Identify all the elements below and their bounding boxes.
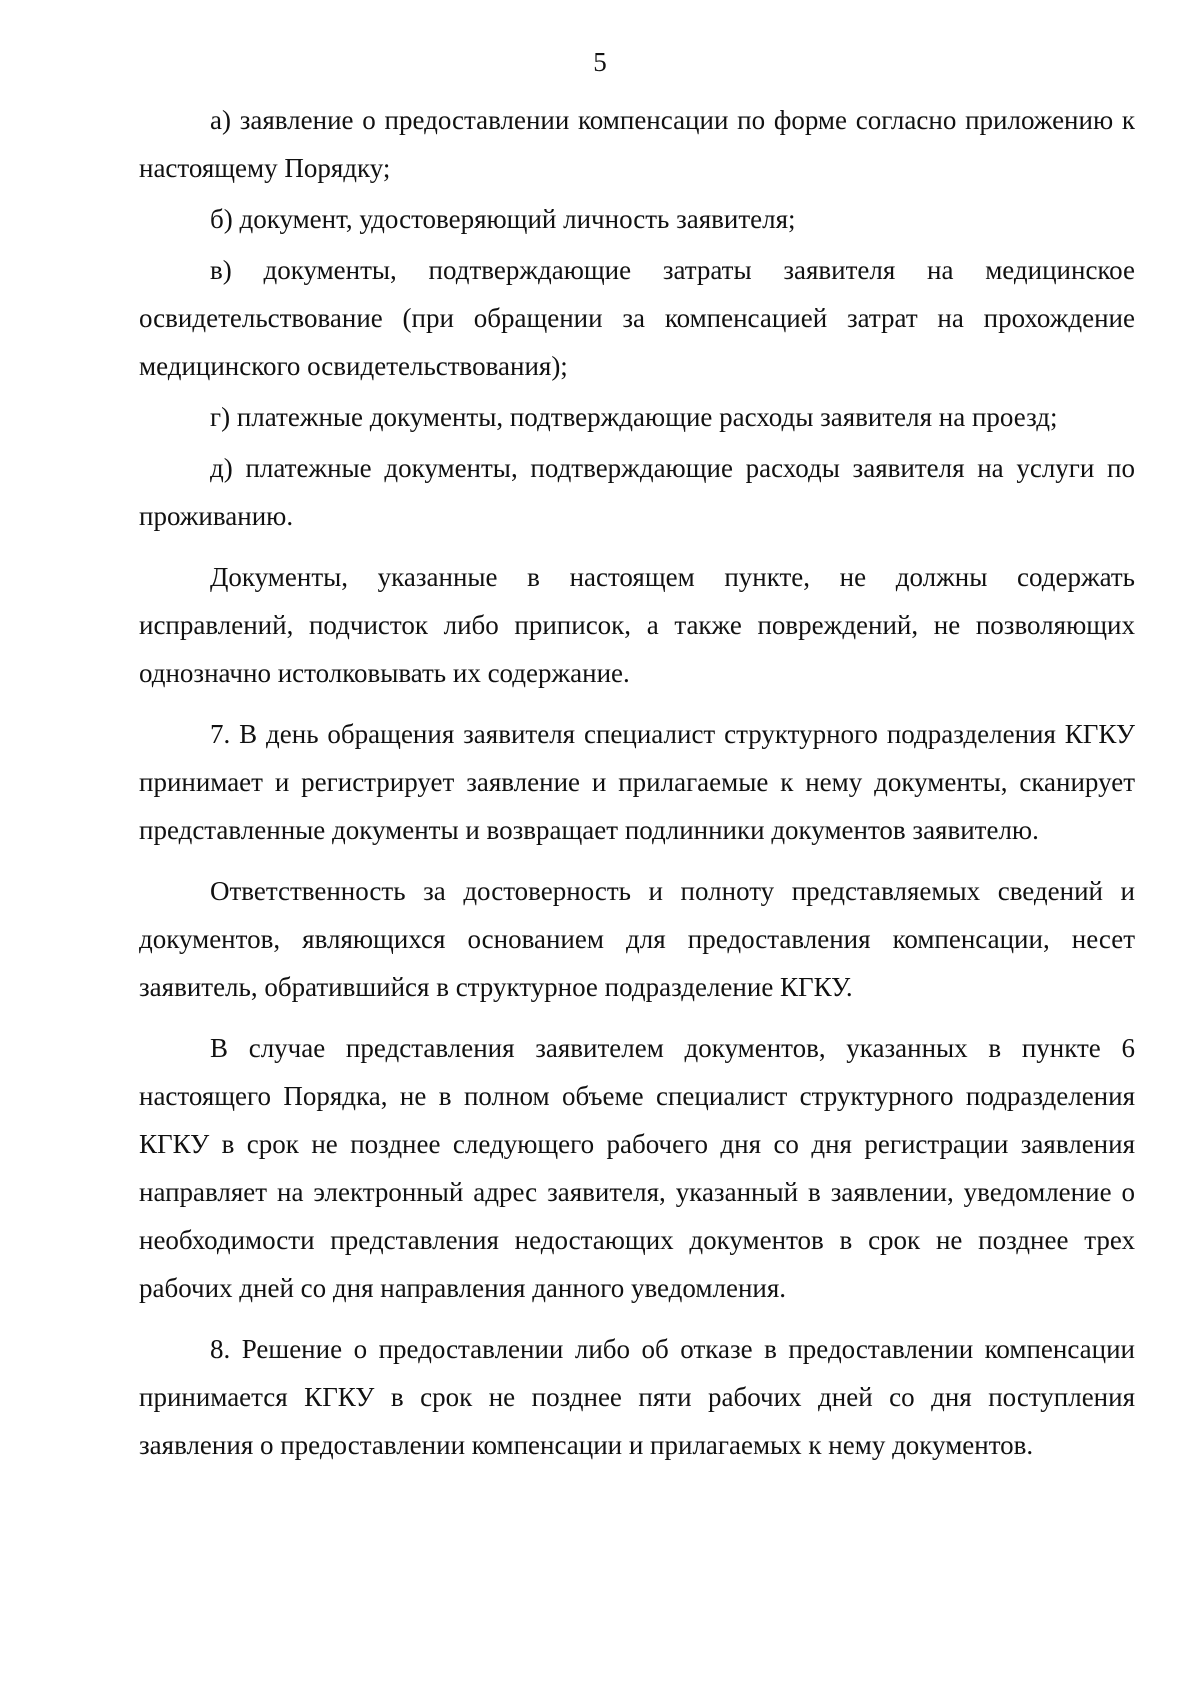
paragraph-responsibility: Ответственность за достоверность и полноту представляемых сведений и документов, являющихся основанием для предоставления компенсации, несет заявитель, обратившийся в структурное подразделение КГКУ. (139, 876, 1135, 1002)
page-number: 5 (593, 47, 607, 77)
paragraph-clause-8: 8. Решение о предоставлении либо об отказе в предоставлении компенсации принимается КГКУ в срок не позднее пяти рабочих дней со дня поступления заявления о предоставлении компенсации и прилагаемых к нему документов. (139, 1334, 1135, 1460)
paragraph-clause-7: 7. В день обращения заявителя специалист структурного подразделения КГКУ принимает и регистрирует заявление и прилагаемые к нему документы, сканирует представленные документы и возвращает подлинники документов заявителю. (139, 719, 1135, 845)
paragraph-incomplete-documents: В случае представления заявителем документов, указанных в пункте 6 настоящего Порядка, не в полном объеме специалист структурного подразделения КГКУ в срок не позднее следующего рабочего дня со дня регистрации заявления направляет на электронный адрес заявителя, указанный в заявлении, уведомление о необходимости представления недостающих документов в срок не позднее трех рабочих дней со дня направления данного уведомления. (139, 1033, 1135, 1303)
document-body (139, 96, 1135, 1472)
paragraph-item-d: д) платежные документы, подтверждающие расходы заявителя на услуги по проживанию. (139, 453, 1135, 531)
paragraph-documents-requirements: Документы, указанные в настоящем пункте, не должны содержать исправлений, подчисток либо приписок, а также повреждений, не позволяющих однозначно истолковывать их содержание. (139, 562, 1135, 688)
paragraph-item-g: г) платежные документы, подтверждающие расходы заявителя на проезд; (210, 402, 1058, 432)
paragraph-item-v: в) документы, подтверждающие затраты заявителя на медицинское освидетельствование (при обращении за компенсацией затрат на прохождение медицинского освидетельствования); (139, 255, 1135, 381)
paragraph-item-b: б) документ, удостоверяющий личность заявителя; (210, 204, 796, 234)
paragraph-item-a: а) заявление о предоставлении компенсации по форме согласно приложению к настоящему Порядку; (139, 105, 1135, 183)
